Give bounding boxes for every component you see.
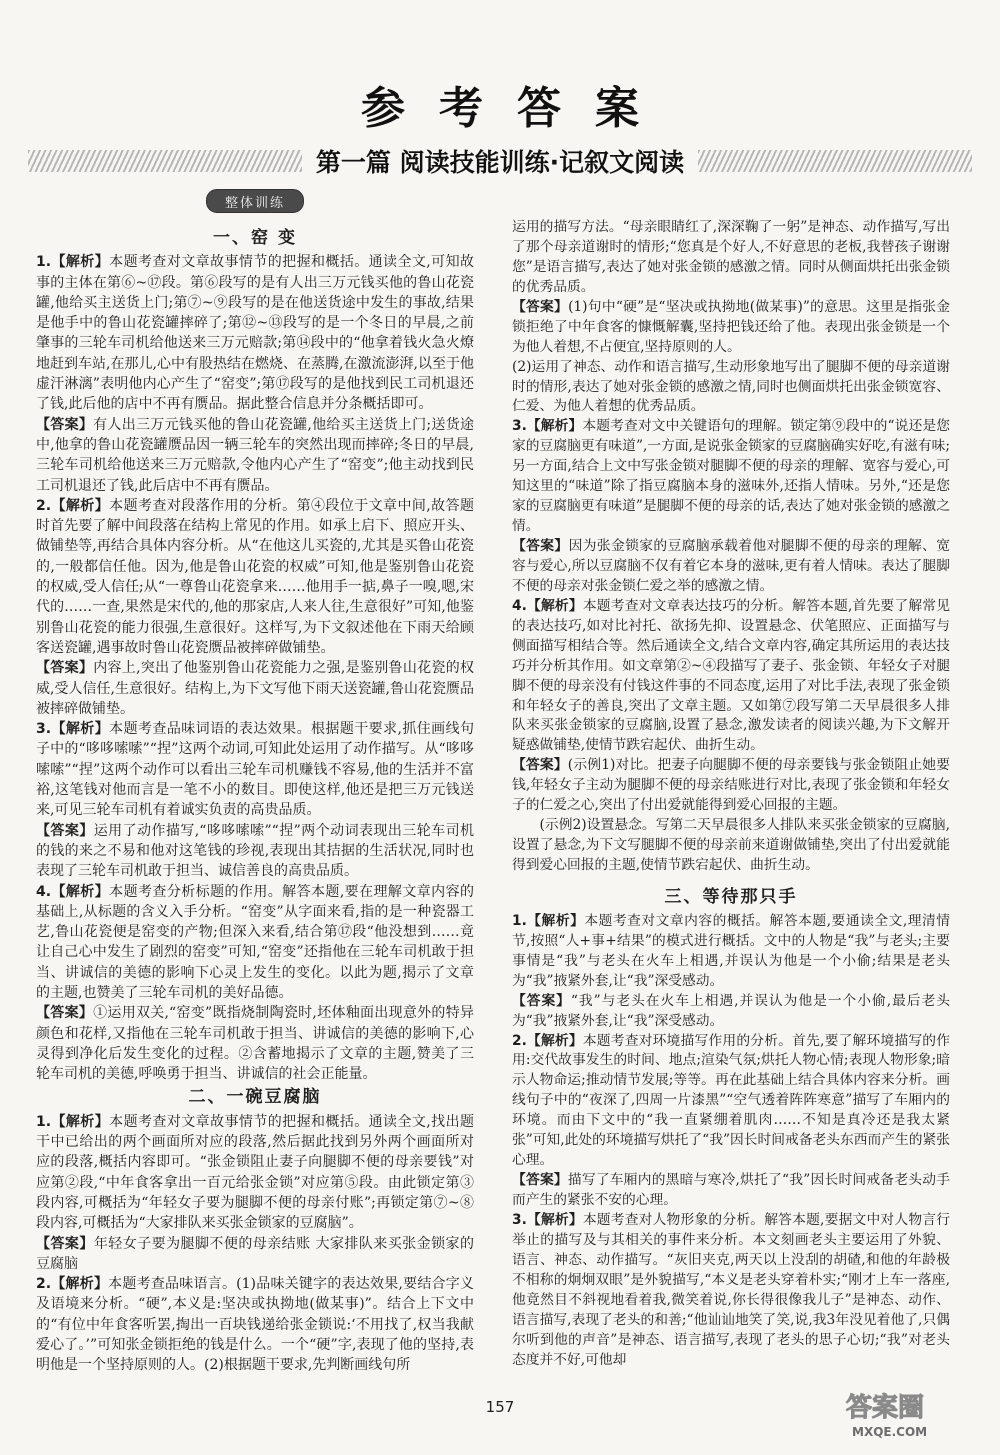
part-title: 第一篇 阅读技能训练·记叙文阅读 (315, 148, 685, 177)
question-answer: 【答案】描写了车厢内的黑暗与寒冷,烘托了“我”因长时间戒备老头动手而产生的紧张不安的心理。 (512, 1172, 950, 1208)
watermark-title: 答案圈 (846, 1393, 925, 1423)
section-heading-3: 三、等待那只手 (664, 886, 798, 907)
question-analysis: 2.【解析】本题考查品味语言。(1)品味关键字的表达效果,要结合字义及语境来分析。“硬”,本义是:坚决或执拗地(做某事)”。结合上下文中的“有位中年食客听罢,掏出一百块钱递给张金锁说:‘不用找了,权当我献爱心了。’”可知张金锁拒绝的钱是什么。一个“硬”字,表现了他的坚持,表明他是一个坚持原则的人。(2)根据题干要求,先判断画线句所 (36, 1276, 474, 1374)
question-analysis: 4.【解析】本题考查分析标题的作用。解答本题,要在理解文章内容的基础上,从标题的含义入手分析。“窑变”从字面来看,指的是一种瓷器工艺,鲁山花瓷便是窑变的产物;但深入来看,结合第⑰段“他没想到……竟让自己心中发生了剧烈的窑变”可知,“窑变”还指他在三轮车司机敢于担当、讲诚信的美德的影响下心灵上发生的变化。以此为题,揭示了文章的主题,也赞美了三轮车司机的美好品德。 (36, 883, 475, 1001)
question-analysis: 2.【解析】本题考查对环境描写作用的分析。首先,要了解环境描写的作用:交代故事发生的时间、地点;渲染气氛;烘托人物心情;表现人物形象;暗示人物命运;推动情节发展;等等。再在此基础上结合具体内容来分析。画线句子中的“夜深了,四周一片漆黑”“空气透着阵阵寒意”描写了车厢内的环境。而由下文中的“我一直紧绷着肌肉……不知是真冷还是我太紧张”可知,此处的环境描写烘托了“我”因长时间戒备老头东西而产生的紧张心理。 (512, 1032, 950, 1169)
watermark-logo (838, 1386, 988, 1442)
question-analysis: 4.【解析】本题考查对文章表达技巧的分析。解答本题,首先要了解常见的表达技巧,如对比衬托、欲扬先抑、设置悬念、伏笔照应、正面描写与侧面描写相结合等。然后通读全文,结合文章内容,确定其所运用的表达技巧并分析其作用。如文章第②~④段描写了妻子、张金锁、年轻女子对腿脚不便的母亲没有付钱这件事的不同态度,运用了对比手法,表现了张金锁和年轻女子的善良,突出了文章主题。又如第⑦段写第二天早晨很多人排队来买张金锁家的豆腐脑,设置了悬念,激发读者的阅读兴趣,为下文解开疑惑做铺垫,使情节跌宕起伏、曲折生动。 (512, 597, 950, 754)
question-analysis: 1.【解析】本题考查对文章故事情节的把握和概括。通读全文,找出题干中已给出的两个画面所对应的段落,然后据此找到另外两个画面所对应的段落,概括内容即可。“张金锁阻止妻子向腿脚不便的母亲要钱”对应第②段,“中年食客拿出一百元给张金锁”对应第⑤段。由此锁定第③段内容,可概括为“年轻女子要为腿脚不便的母亲付账”;再锁定第⑦~⑧段内容,可概括为“大家排队来买张金锁家的豆腐脑”。 (36, 1113, 475, 1232)
section-badge: 整体训练 (206, 189, 304, 213)
question-answer: 【答案】有人出三万元钱买他的鲁山花瓷罐,他给买主送货上门;送货途中,他拿的鲁山花瓷罐赝品因一辆三轮车的突然出现而摔碎;冬日的早晨,三轮车司机给他送来三万元赔款,令他内心产生了“窑变”;他主动找到民工司机退还了钱,此后店中不再有赝品。 (36, 416, 474, 494)
question-answer: 【答案】内容上,突出了他鉴别鲁山花瓷能力之强,是鉴别鲁山花瓷的权威,受人信任,生意很好。结构上,为下文写他下雨天送瓷罐,鲁山花瓷赝品被摔碎做铺垫。 (36, 660, 475, 717)
question-analysis: 2.【解析】本题考查对段落作用的分析。第④段位于文章中间,故答题时首先要了解中间段落在结构上常见的作用。如承上启下、照应开头、做铺垫等,再结合具体内容分析。从“在他这儿买瓷的,尤其是买鲁山花瓷的,一般都信任他。因为,他是鲁山花瓷的权威”可知,他是鉴别鲁山花瓷的权威,受人信任;从“一尊鲁山花瓷拿来……他用手一掂,鼻子一嗅,嗯,宋代的……一查,果然是宋代的,他的那家店,人来人往,生意很好”可知,他鉴别鲁山花瓷的能力很强,生意很好。这样写,为下文叙述他在下雨天给顾客送瓷罐,遇事故时鲁山花瓷赝品被摔碎做铺垫。 (36, 497, 475, 656)
question-answer: 【答案】①运用双关,“窑变”既指烧制陶瓷时,坯体釉面出现意外的特异颜色和花样,又指他在三轮车司机敢于担当、讲诚信的美德的影响下,心灵得到净化后发生变化的过程。②含蓄地揭示了文章的主题,赞美了三轮车司机的美德,呼唤勇于担当、讲诚信的社会正能量。 (36, 1005, 475, 1083)
question-answer: 【答案】年轻女子要为腿脚不便的母亲结账 大家排队来买张金锁家的豆腐脑 (36, 1235, 475, 1272)
section-heading-1: 一、窑 变 (213, 228, 297, 248)
question-answer: 【答案】运用了动作描写,“哆哆嗦嗦”“捏”两个动词表现出三轮车司机的钱的来之不易和他对这笔钱的珍视,表现出其拮据的生活状况,同时也表现了三轮车司机敢于担当、诚信善良的高贵品质。 (36, 822, 475, 880)
question-answer: 【答案】“我”与老头在火车上相遇,并误认为他是一个小偷,最后老头为“我”掖紧外套,让“我”深受感动。 (512, 992, 950, 1029)
watermark-url: MXQE.COM (852, 1425, 928, 1439)
page-number: 157 (485, 1398, 515, 1416)
right-column (512, 218, 950, 1370)
question-analysis: 3.【解析】本题考查品味词语的表达效果。根据题干要求,抓住画线句子中的“哆哆嗦嗦”“捏”这两个动词,可知此处运用了动作描写。从“哆哆嗦嗦”“捏”这两个动作可以看出三轮车司机赚钱不容易,他的生活并不富裕,这笔钱对他而言是一笔不小的数目。即使这样,他还是把三万元钱送来,可见三轮车司机有着诚实负责的高贵品质。 (36, 721, 475, 819)
section-heading-2: 二、一碗豆腐脑 (188, 1087, 322, 1108)
analysis-continued: 运用的描写方法。“母亲眼睛红了,深深鞠了一躬”是神态、动作描写,写出了那个母亲道谢时的情形;“您真是个好人,不好意思的老板,我替孩子谢谢您”是语言描写,表达了她对张金锁的感激之情。同时从侧面烘托出张金锁的优秀品质。 (512, 219, 950, 295)
part-title-band (28, 143, 972, 179)
question-answer: 【答案】因为张金锁家的豆腐脑承载着他对腿脚不便的母亲的理解、宽容与爱心,所以豆腐脑不仅有着它本身的滋味,更有着人情味。表达了腿脚不便的母亲对张金锁仁爱之举的感激之情。 (512, 538, 950, 594)
question-analysis: 1.【解析】本题考查对文章内容的概括。解答本题,要通读全文,理清情节,按照“人+事+结果”的模式进行概括。文中的人物是“我”与老头;主要事情是“我”与老头在火车上相遇,并误认为他是一个小偷;结果是老头为“我”掖紧外套,让“我”深受感动。 (512, 912, 950, 989)
question-answer: 【答案】(示例1)对比。把妻子向腿脚不便的母亲要钱与张金锁阻止她要钱,年轻女子主动为腿脚不便的母亲结账进行对比,表现了张金锁和年轻女子的仁爱之心,突出了付出爱就能得到爱心回报的主题。 (512, 757, 950, 814)
question-answer-part: (示例2)设置悬念。写第二天早晨很多人排队来买张金锁家的豆腐脑,设置了悬念,为下文写腿脚不便的母亲前来道谢做铺垫,突出了付出爱就能得到爱心回报的主题,使情节跌宕起伏、曲折生动。 (512, 817, 950, 873)
question-answer: 【答案】(1)句中“硬”是“坚决或执拗地(做某事)”的意思。这里是指张金锁拒绝了中年食客的慷慨解囊,坚持把钱还给了他。表现出张金锁是一个为他人着想,不占便宜,坚持原则的人。 (512, 298, 950, 355)
question-analysis: 3.【解析】本题考查对文中关键语句的理解。锁定第⑨段中的“说还是您家的豆腐脑更有味道”,一方面,是说张金锁家的豆腐脑确实好吃,有滋有味;另一方面,结合上文中写张金锁对腿脚不便的母亲的理解、宽容与爱心,可知这里的“味道”除了指豆腐脑本身的滋味外,还指人情味。另外,“还是您家的豆腐脑更有味道”是腿脚不便的母亲的话,表达了她对张金锁的感激之情。 (512, 418, 950, 535)
question-analysis: 3.【解析】本题考查对人物形象的分析。解答本题,要据文中对人物言行举止的描写及与其相关的事件来分析。本文刻画老头主要运用了外貌、语言、神态、动作描写。“灰旧夹克,两天以上没刮的胡碴,和他的年龄极不相称的炯炯双眼”是外貌描写,“本义是老头穿着朴实;“刚才上车一落座,他竟然目不斜视地看着我,微笑着说,你长得很像我儿子”是神态、动作、语言描写,表现了老头的和善;“他讪讪地笑了笑,说,我3年没见着他了,只偶尔听到他的声音”是神态、语言描写,表现了老头的思子心切;“我”对老头态度并不好,可他却 (512, 1211, 950, 1368)
question-answer-part: (2)运用了神态、动作和语言描写,生动形象地写出了腿脚不便的母亲道谢时的情形,表达了她对张金锁的感激之情,同时也侧面烘托出张金锁宽容、仁爱、为他人着想的优秀品质。 (512, 358, 950, 415)
decorative-hatch-right (698, 150, 972, 172)
decorative-hatch-left (28, 150, 302, 172)
page-title: 参考答案 (361, 83, 673, 134)
question-analysis: 1.【解析】本题考查对文章故事情节的把握和概括。通读全文,可知故事的主体在第⑥~⑰段。第⑥段写的是有人出三万元钱买他的鲁山花瓷罐,他给买主送货上门;第⑦~⑨段写的是在他送货途中发生的事故,结果是他手中的鲁山花瓷罐摔碎了;第⑫~⑬段写的是一个冬日的早晨,之前肇事的三轮车司机给他送来三万元赔款;第⑭段中的“他拿着钱火急火燎地赶到车站,在那儿,心中有股热结在燃烧、在蒸腾,在激流澎湃,以至于他虚汗淋漓”表明他内心产生了“窑变”;第⑰段写的是他找到民工司机退还了钱,此后他的店中不再有赝品。据此整合信息并分条概括即可。 (36, 254, 475, 413)
left-column (36, 225, 474, 1376)
